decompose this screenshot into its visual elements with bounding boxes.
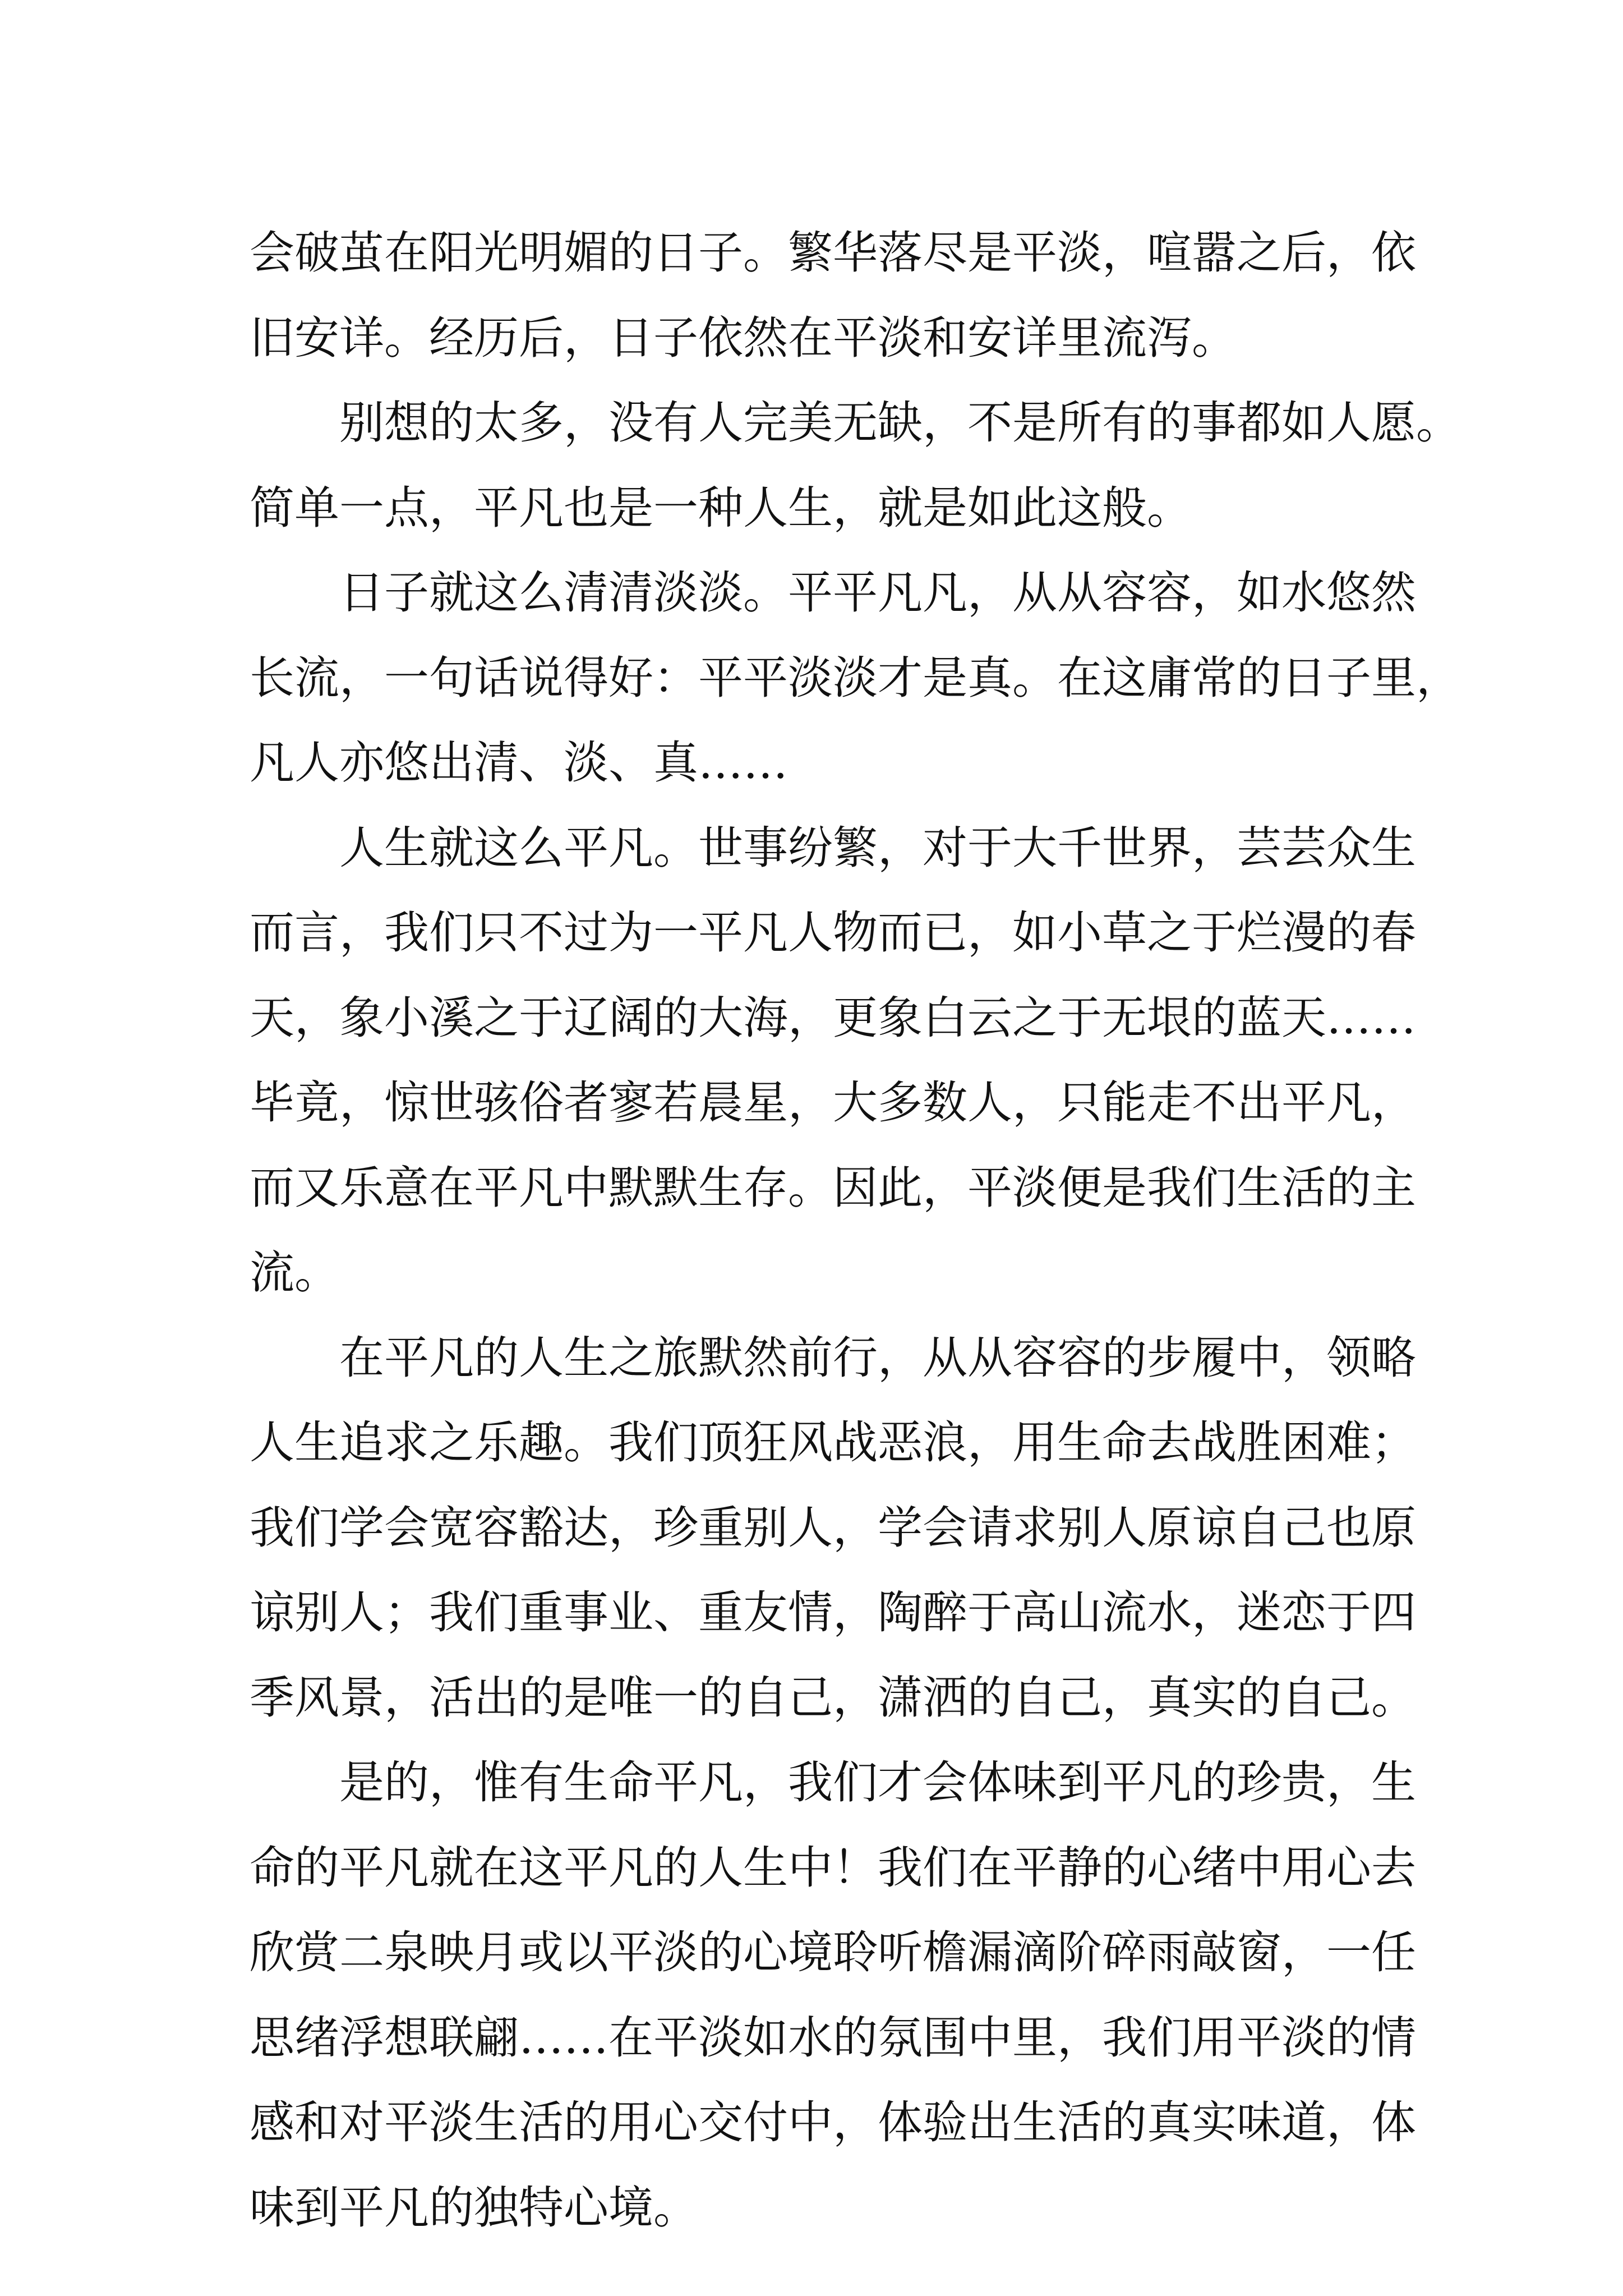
- text-line: 季风景，活出的是唯一的自己，潇洒的自己，真实的自己。: [250, 1671, 1416, 1724]
- text-line: 人生追求之乐趣。我们顶狂风战恶浪，用生命去战胜困难；: [250, 1416, 1416, 1469]
- text-line: 会破茧在阳光明媚的日子。繁华落尽是平淡，喧嚣之后，依: [250, 227, 1416, 279]
- text-line: 简单一点，平凡也是一种人生，就是如此这般。: [250, 481, 1192, 534]
- text-line: 而又乐意在平凡中默默生存。因此，平淡便是我们生活的主: [250, 1161, 1416, 1214]
- text-line: 长流，一句话说得好：平平淡淡才是真。在这庸常的日子里，: [250, 651, 1461, 704]
- text-line: 毕竟，惊世骇俗者寥若晨星，大多数人，只能走不出平凡，: [250, 1076, 1416, 1129]
- text-line: 味到平凡的独特心境。: [250, 2181, 698, 2234]
- text-line: 欣赏二泉映月或以平淡的心境聆听檐漏滴阶碎雨敲窗，一任: [250, 1926, 1416, 1978]
- text-line: 凡人亦悠出清、淡、真……: [250, 737, 788, 789]
- text-line: 别想的太多，没有人完美无缺，不是所有的事都如人愿。: [339, 397, 1461, 449]
- text-line: 日子就这么清清淡淡。平平凡凡，从从容容，如水悠然: [339, 567, 1416, 619]
- text-line: 在平凡的人生之旅默然前行，从从容容的步履中，领略: [339, 1331, 1416, 1384]
- body-text: [250, 210, 1461, 2250]
- text-line: 而言，我们只不过为一平凡人物而已，如小草之于烂漫的春: [250, 907, 1416, 959]
- text-line: 感和对平淡生活的用心交付中，体验出生活的真实味道，体: [250, 2096, 1416, 2148]
- text-line: 旧安详。经历后，日子依然在平淡和安详里流泻。: [250, 311, 1237, 364]
- text-line: 思绪浮想联翩……在平淡如水的氛围中里，我们用平淡的情: [250, 2011, 1416, 2064]
- text-line: 流。: [250, 1246, 339, 1299]
- text-line: 天，象小溪之于辽阔的大海，更象白云之于无垠的蓝天……: [250, 991, 1416, 1044]
- text-line: 我们学会宽容豁达，珍重别人，学会请求别人原谅自己也原: [250, 1501, 1416, 1554]
- text-line: 谅别人；我们重事业、重友情，陶醉于高山流水，迷恋于四: [250, 1586, 1416, 1639]
- text-line: 人生就这么平凡。世事纷繁，对于大千世界，芸芸众生: [339, 821, 1416, 874]
- text-line: 是的，惟有生命平凡，我们才会体味到平凡的珍贵，生: [339, 1756, 1416, 1809]
- text-line: 命的平凡就在这平凡的人生中！我们在平静的心绪中用心去: [250, 1841, 1416, 1894]
